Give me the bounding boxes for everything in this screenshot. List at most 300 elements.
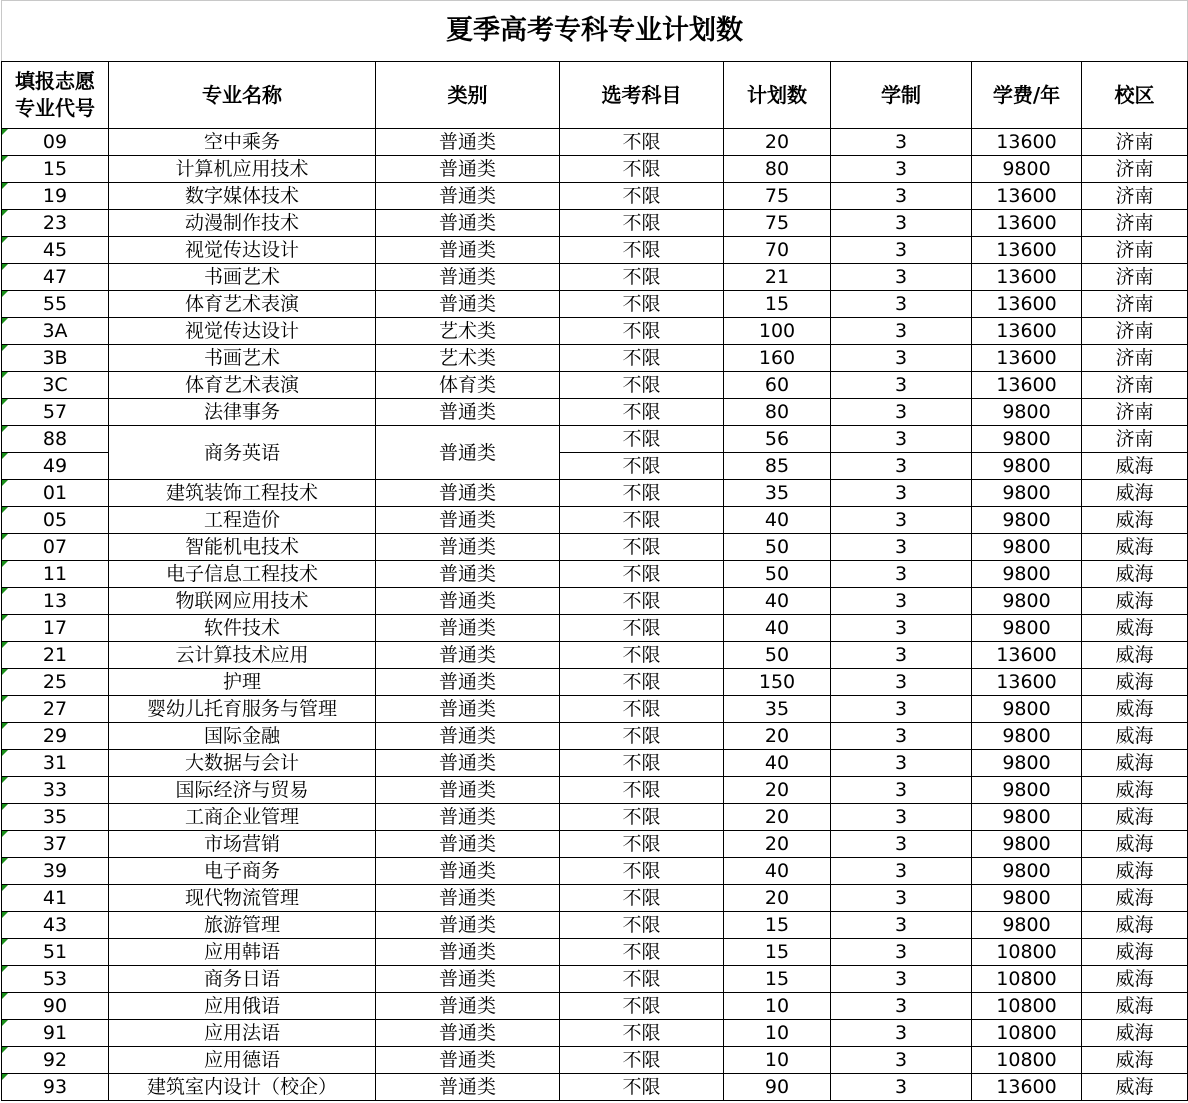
cell-campus[interactable]: 威海: [1082, 858, 1188, 885]
cell-name[interactable]: 法律事务: [109, 399, 376, 426]
cell-plan[interactable]: 40: [724, 858, 831, 885]
cell-code[interactable]: 92: [2, 1047, 109, 1074]
cell-plan[interactable]: 35: [724, 696, 831, 723]
cell-code[interactable]: 11: [2, 561, 109, 588]
cell-years[interactable]: 3: [831, 129, 972, 156]
cell-plan[interactable]: 70: [724, 237, 831, 264]
cell-fee[interactable]: 9800: [972, 696, 1082, 723]
cell-years[interactable]: 3: [831, 372, 972, 399]
enrollment-plan-table: [1, 0, 1188, 1101]
header-plan[interactable]: 计划数: [724, 62, 831, 129]
cell-code[interactable]: 55: [2, 291, 109, 318]
cell-years[interactable]: 3: [831, 696, 972, 723]
cell-fee[interactable]: 13600: [972, 642, 1082, 669]
cell-plan[interactable]: 10: [724, 993, 831, 1020]
cell-years[interactable]: 3: [831, 750, 972, 777]
cell-fee[interactable]: 13600: [972, 372, 1082, 399]
cell-years[interactable]: 3: [831, 912, 972, 939]
cell-subjects[interactable]: 不限: [560, 264, 724, 291]
cell-plan[interactable]: 20: [724, 129, 831, 156]
cell-name[interactable]: 商务日语: [109, 966, 376, 993]
cell-name[interactable]: 书画艺术: [109, 345, 376, 372]
cell-category[interactable]: 普通类: [376, 939, 560, 966]
cell-years[interactable]: 3: [831, 507, 972, 534]
header-category[interactable]: 类别: [376, 62, 560, 129]
cell-code[interactable]: 39: [2, 858, 109, 885]
cell-years[interactable]: 3: [831, 669, 972, 696]
cell-name[interactable]: 婴幼儿托育服务与管理: [109, 696, 376, 723]
cell-name[interactable]: 智能机电技术: [109, 534, 376, 561]
cell-plan[interactable]: 20: [724, 723, 831, 750]
cell-fee[interactable]: 9800: [972, 858, 1082, 885]
cell-subjects[interactable]: 不限: [560, 453, 724, 480]
cell-code[interactable]: 3B: [2, 345, 109, 372]
cell-fee[interactable]: 13600: [972, 291, 1082, 318]
cell-plan[interactable]: 90: [724, 1074, 831, 1101]
cell-campus[interactable]: 济南: [1082, 399, 1188, 426]
cell-campus[interactable]: 威海: [1082, 723, 1188, 750]
cell-code[interactable]: 17: [2, 615, 109, 642]
cell-campus[interactable]: 威海: [1082, 831, 1188, 858]
cell-name[interactable]: 体育艺术表演: [109, 372, 376, 399]
cell-category[interactable]: 普通类: [376, 966, 560, 993]
cell-plan[interactable]: 50: [724, 561, 831, 588]
cell-campus[interactable]: 济南: [1082, 372, 1188, 399]
cell-plan[interactable]: 40: [724, 750, 831, 777]
cell-plan[interactable]: 85: [724, 453, 831, 480]
cell-category[interactable]: 普通类: [376, 723, 560, 750]
cell-category[interactable]: 普通类: [376, 237, 560, 264]
cell-category[interactable]: 普通类: [376, 993, 560, 1020]
cell-subjects[interactable]: 不限: [560, 291, 724, 318]
cell-code[interactable]: 45: [2, 237, 109, 264]
cell-subjects[interactable]: 不限: [560, 1074, 724, 1101]
cell-code[interactable]: 93: [2, 1074, 109, 1101]
cell-years[interactable]: 3: [831, 885, 972, 912]
cell-fee[interactable]: 9800: [972, 588, 1082, 615]
cell-campus[interactable]: 济南: [1082, 426, 1188, 453]
cell-campus[interactable]: 威海: [1082, 804, 1188, 831]
cell-campus[interactable]: 济南: [1082, 129, 1188, 156]
cell-fee[interactable]: 9800: [972, 723, 1082, 750]
cell-fee[interactable]: 13600: [972, 1074, 1082, 1101]
cell-code[interactable]: 29: [2, 723, 109, 750]
cell-name[interactable]: 数字媒体技术: [109, 183, 376, 210]
cell-plan[interactable]: 15: [724, 291, 831, 318]
cell-plan[interactable]: 50: [724, 534, 831, 561]
cell-fee[interactable]: 10800: [972, 993, 1082, 1020]
cell-name[interactable]: 电子商务: [109, 858, 376, 885]
cell-name[interactable]: 国际金融: [109, 723, 376, 750]
cell-subjects[interactable]: 不限: [560, 156, 724, 183]
cell-fee[interactable]: 9800: [972, 615, 1082, 642]
cell-years[interactable]: 3: [831, 345, 972, 372]
cell-name[interactable]: 视觉传达设计: [109, 237, 376, 264]
cell-fee[interactable]: 13600: [972, 669, 1082, 696]
cell-campus[interactable]: 威海: [1082, 507, 1188, 534]
cell-name[interactable]: 工程造价: [109, 507, 376, 534]
cell-subjects[interactable]: 不限: [560, 966, 724, 993]
cell-fee[interactable]: 9800: [972, 912, 1082, 939]
cell-subjects[interactable]: 不限: [560, 480, 724, 507]
cell-name[interactable]: 工商企业管理: [109, 804, 376, 831]
cell-subjects[interactable]: 不限: [560, 345, 724, 372]
cell-category[interactable]: 普通类: [376, 129, 560, 156]
cell-years[interactable]: 3: [831, 561, 972, 588]
cell-name[interactable]: 应用法语: [109, 1020, 376, 1047]
cell-campus[interactable]: 济南: [1082, 210, 1188, 237]
cell-subjects[interactable]: 不限: [560, 669, 724, 696]
cell-plan[interactable]: 35: [724, 480, 831, 507]
cell-plan[interactable]: 20: [724, 777, 831, 804]
cell-fee[interactable]: 10800: [972, 966, 1082, 993]
cell-campus[interactable]: 威海: [1082, 1074, 1188, 1101]
cell-code[interactable]: 43: [2, 912, 109, 939]
cell-plan[interactable]: 15: [724, 939, 831, 966]
cell-name[interactable]: 市场营销: [109, 831, 376, 858]
cell-code[interactable]: 21: [2, 642, 109, 669]
cell-code[interactable]: 3C: [2, 372, 109, 399]
cell-subjects[interactable]: 不限: [560, 534, 724, 561]
cell-code[interactable]: 35: [2, 804, 109, 831]
cell-category[interactable]: 普通类: [376, 858, 560, 885]
cell-code[interactable]: 53: [2, 966, 109, 993]
cell-category[interactable]: 普通类: [376, 615, 560, 642]
cell-code[interactable]: 41: [2, 885, 109, 912]
cell-plan[interactable]: 40: [724, 615, 831, 642]
cell-plan[interactable]: 80: [724, 399, 831, 426]
table-row: [2, 966, 1188, 993]
cell-fee[interactable]: 13600: [972, 183, 1082, 210]
cell-code[interactable]: 27: [2, 696, 109, 723]
cell-campus[interactable]: 威海: [1082, 966, 1188, 993]
cell-years[interactable]: 3: [831, 399, 972, 426]
cell-subjects[interactable]: 不限: [560, 858, 724, 885]
header-campus[interactable]: 校区: [1082, 62, 1188, 129]
cell-campus[interactable]: 威海: [1082, 939, 1188, 966]
cell-plan[interactable]: 15: [724, 966, 831, 993]
cell-campus[interactable]: 威海: [1082, 588, 1188, 615]
cell-category[interactable]: 普通类: [376, 1020, 560, 1047]
cell-plan[interactable]: 160: [724, 345, 831, 372]
cell-fee[interactable]: 13600: [972, 129, 1082, 156]
cell-subjects[interactable]: 不限: [560, 1020, 724, 1047]
cell-category[interactable]: 普通类: [376, 183, 560, 210]
cell-fee[interactable]: 13600: [972, 318, 1082, 345]
cell-name[interactable]: 计算机应用技术: [109, 156, 376, 183]
cell-name[interactable]: 物联网应用技术: [109, 588, 376, 615]
cell-fee[interactable]: 13600: [972, 264, 1082, 291]
cell-code[interactable]: 07: [2, 534, 109, 561]
cell-subjects[interactable]: 不限: [560, 399, 724, 426]
cell-campus[interactable]: 济南: [1082, 156, 1188, 183]
cell-campus[interactable]: 威海: [1082, 750, 1188, 777]
cell-name[interactable]: 动漫制作技术: [109, 210, 376, 237]
cell-years[interactable]: 3: [831, 480, 972, 507]
cell-plan[interactable]: 100: [724, 318, 831, 345]
cell-years[interactable]: 3: [831, 615, 972, 642]
cell-campus[interactable]: 济南: [1082, 345, 1188, 372]
cell-fee[interactable]: 13600: [972, 237, 1082, 264]
cell-subjects[interactable]: 不限: [560, 372, 724, 399]
cell-category[interactable]: 普通类: [376, 480, 560, 507]
cell-code[interactable]: 90: [2, 993, 109, 1020]
cell-campus[interactable]: 威海: [1082, 453, 1188, 480]
cell-category[interactable]: 普通类: [376, 291, 560, 318]
cell-plan[interactable]: 150: [724, 669, 831, 696]
cell-fee[interactable]: 9800: [972, 480, 1082, 507]
table-row: [2, 1074, 1188, 1101]
cell-plan[interactable]: 20: [724, 831, 831, 858]
cell-category[interactable]: 普通类: [376, 885, 560, 912]
cell-fee[interactable]: 9800: [972, 156, 1082, 183]
cell-years[interactable]: 3: [831, 156, 972, 183]
cell-code[interactable]: 19: [2, 183, 109, 210]
cell-fee[interactable]: 13600: [972, 345, 1082, 372]
cell-name[interactable]: 空中乘务: [109, 129, 376, 156]
cell-fee[interactable]: 9800: [972, 777, 1082, 804]
cell-category[interactable]: 普通类: [376, 426, 560, 480]
cell-category[interactable]: 普通类: [376, 831, 560, 858]
cell-plan[interactable]: 21: [724, 264, 831, 291]
cell-years[interactable]: 3: [831, 1074, 972, 1101]
header-years[interactable]: 学制: [831, 62, 972, 129]
cell-campus[interactable]: 威海: [1082, 669, 1188, 696]
cell-years[interactable]: 3: [831, 993, 972, 1020]
cell-campus[interactable]: 济南: [1082, 237, 1188, 264]
cell-years[interactable]: 3: [831, 804, 972, 831]
cell-code[interactable]: 05: [2, 507, 109, 534]
cell-years[interactable]: 3: [831, 831, 972, 858]
cell-subjects[interactable]: 不限: [560, 129, 724, 156]
cell-subjects[interactable]: 不限: [560, 885, 724, 912]
cell-campus[interactable]: 济南: [1082, 291, 1188, 318]
cell-years[interactable]: 3: [831, 939, 972, 966]
cell-subjects[interactable]: 不限: [560, 750, 724, 777]
cell-years[interactable]: 3: [831, 534, 972, 561]
cell-code[interactable]: 3A: [2, 318, 109, 345]
cell-plan[interactable]: 56: [724, 426, 831, 453]
cell-campus[interactable]: 威海: [1082, 534, 1188, 561]
cell-subjects[interactable]: 不限: [560, 642, 724, 669]
cell-fee[interactable]: 10800: [972, 1020, 1082, 1047]
cell-fee[interactable]: 10800: [972, 1047, 1082, 1074]
cell-years[interactable]: 3: [831, 858, 972, 885]
cell-campus[interactable]: 威海: [1082, 1020, 1188, 1047]
cell-category[interactable]: 普通类: [376, 777, 560, 804]
cell-name[interactable]: 电子信息工程技术: [109, 561, 376, 588]
cell-fee[interactable]: 9800: [972, 426, 1082, 453]
cell-name[interactable]: 视觉传达设计: [109, 318, 376, 345]
cell-category[interactable]: 艺术类: [376, 345, 560, 372]
cell-category[interactable]: 普通类: [376, 804, 560, 831]
cell-code[interactable]: 13: [2, 588, 109, 615]
cell-plan[interactable]: 20: [724, 804, 831, 831]
cell-years[interactable]: 3: [831, 210, 972, 237]
cell-plan[interactable]: 10: [724, 1020, 831, 1047]
cell-years[interactable]: 3: [831, 237, 972, 264]
cell-name[interactable]: 云计算技术应用: [109, 642, 376, 669]
cell-name[interactable]: 大数据与会计: [109, 750, 376, 777]
cell-subjects[interactable]: 不限: [560, 615, 724, 642]
cell-fee[interactable]: 9800: [972, 561, 1082, 588]
cell-category[interactable]: 普通类: [376, 912, 560, 939]
cell-code[interactable]: 31: [2, 750, 109, 777]
cell-subjects[interactable]: 不限: [560, 1047, 724, 1074]
cell-years[interactable]: 3: [831, 642, 972, 669]
cell-code[interactable]: 25: [2, 669, 109, 696]
cell-name[interactable]: 软件技术: [109, 615, 376, 642]
cell-code[interactable]: 51: [2, 939, 109, 966]
cell-category[interactable]: 艺术类: [376, 318, 560, 345]
header-name[interactable]: 专业名称: [109, 62, 376, 129]
cell-subjects[interactable]: 不限: [560, 237, 724, 264]
cell-name[interactable]: 现代物流管理: [109, 885, 376, 912]
cell-fee[interactable]: 9800: [972, 885, 1082, 912]
cell-category[interactable]: 普通类: [376, 561, 560, 588]
cell-plan[interactable]: 10: [724, 1047, 831, 1074]
cell-subjects[interactable]: 不限: [560, 912, 724, 939]
cell-category[interactable]: 普通类: [376, 210, 560, 237]
table-row: [2, 264, 1188, 291]
cell-code[interactable]: 01: [2, 480, 109, 507]
cell-name[interactable]: 商务英语: [109, 426, 376, 480]
cell-name[interactable]: 国际经济与贸易: [109, 777, 376, 804]
cell-fee[interactable]: 9800: [972, 804, 1082, 831]
cell-plan[interactable]: 75: [724, 210, 831, 237]
cell-years[interactable]: 3: [831, 318, 972, 345]
cell-code[interactable]: 49: [2, 453, 109, 480]
cell-subjects[interactable]: 不限: [560, 939, 724, 966]
cell-code[interactable]: 15: [2, 156, 109, 183]
cell-name[interactable]: 护理: [109, 669, 376, 696]
cell-plan[interactable]: 20: [724, 885, 831, 912]
cell-campus[interactable]: 威海: [1082, 615, 1188, 642]
cell-plan[interactable]: 75: [724, 183, 831, 210]
cell-fee[interactable]: 9800: [972, 750, 1082, 777]
cell-years[interactable]: 3: [831, 426, 972, 453]
cell-subjects[interactable]: 不限: [560, 777, 724, 804]
cell-subjects[interactable]: 不限: [560, 588, 724, 615]
header-subjects[interactable]: 选考科目: [560, 62, 724, 129]
cell-category[interactable]: 普通类: [376, 156, 560, 183]
cell-code[interactable]: 23: [2, 210, 109, 237]
cell-name[interactable]: 旅游管理: [109, 912, 376, 939]
cell-years[interactable]: 3: [831, 453, 972, 480]
cell-years[interactable]: 3: [831, 1020, 972, 1047]
cell-fee[interactable]: 9800: [972, 453, 1082, 480]
cell-subjects[interactable]: 不限: [560, 318, 724, 345]
cell-code[interactable]: 37: [2, 831, 109, 858]
cell-code[interactable]: 57: [2, 399, 109, 426]
cell-campus[interactable]: 威海: [1082, 777, 1188, 804]
cell-code[interactable]: 33: [2, 777, 109, 804]
cell-fee[interactable]: 10800: [972, 939, 1082, 966]
cell-code[interactable]: 47: [2, 264, 109, 291]
cell-subjects[interactable]: 不限: [560, 696, 724, 723]
cell-fee[interactable]: 9800: [972, 399, 1082, 426]
cell-plan[interactable]: 40: [724, 588, 831, 615]
cell-category[interactable]: 普通类: [376, 1074, 560, 1101]
cell-subjects[interactable]: 不限: [560, 804, 724, 831]
cell-name[interactable]: 应用韩语: [109, 939, 376, 966]
cell-years[interactable]: 3: [831, 966, 972, 993]
cell-category[interactable]: 普通类: [376, 1047, 560, 1074]
cell-campus[interactable]: 威海: [1082, 561, 1188, 588]
cell-campus[interactable]: 济南: [1082, 183, 1188, 210]
cell-subjects[interactable]: 不限: [560, 507, 724, 534]
header-code[interactable]: [2, 62, 109, 129]
cell-category[interactable]: 普通类: [376, 399, 560, 426]
cell-code[interactable]: 88: [2, 426, 109, 453]
cell-campus[interactable]: 济南: [1082, 264, 1188, 291]
cell-plan[interactable]: 15: [724, 912, 831, 939]
cell-years[interactable]: 3: [831, 183, 972, 210]
cell-campus[interactable]: 威海: [1082, 642, 1188, 669]
cell-subjects[interactable]: 不限: [560, 993, 724, 1020]
cell-subjects[interactable]: 不限: [560, 426, 724, 453]
cell-category[interactable]: 普通类: [376, 696, 560, 723]
cell-campus[interactable]: 威海: [1082, 696, 1188, 723]
cell-subjects[interactable]: 不限: [560, 561, 724, 588]
cell-fee[interactable]: 9800: [972, 534, 1082, 561]
cell-name[interactable]: 书画艺术: [109, 264, 376, 291]
cell-years[interactable]: 3: [831, 291, 972, 318]
cell-fee[interactable]: 9800: [972, 507, 1082, 534]
cell-subjects[interactable]: 不限: [560, 831, 724, 858]
cell-plan[interactable]: 60: [724, 372, 831, 399]
cell-campus[interactable]: 威海: [1082, 1047, 1188, 1074]
cell-category[interactable]: 普通类: [376, 750, 560, 777]
cell-name[interactable]: 应用德语: [109, 1047, 376, 1074]
cell-plan[interactable]: 50: [724, 642, 831, 669]
cell-category[interactable]: 普通类: [376, 534, 560, 561]
cell-fee[interactable]: 9800: [972, 831, 1082, 858]
cell-campus[interactable]: 威海: [1082, 480, 1188, 507]
cell-years[interactable]: 3: [831, 1047, 972, 1074]
cell-name[interactable]: 建筑室内设计（校企）: [109, 1074, 376, 1101]
table-row: [2, 507, 1188, 534]
cell-plan[interactable]: 40: [724, 507, 831, 534]
cell-name[interactable]: 建筑装饰工程技术: [109, 480, 376, 507]
cell-category[interactable]: 普通类: [376, 669, 560, 696]
cell-years[interactable]: 3: [831, 723, 972, 750]
cell-category[interactable]: 普通类: [376, 588, 560, 615]
cell-category[interactable]: 普通类: [376, 264, 560, 291]
cell-category[interactable]: 普通类: [376, 642, 560, 669]
cell-category[interactable]: 体育类: [376, 372, 560, 399]
cell-years[interactable]: 3: [831, 588, 972, 615]
cell-years[interactable]: 3: [831, 777, 972, 804]
cell-fee[interactable]: 13600: [972, 210, 1082, 237]
cell-campus[interactable]: 威海: [1082, 993, 1188, 1020]
cell-code[interactable]: 91: [2, 1020, 109, 1047]
cell-name[interactable]: 应用俄语: [109, 993, 376, 1020]
cell-campus[interactable]: 济南: [1082, 318, 1188, 345]
cell-category[interactable]: 普通类: [376, 507, 560, 534]
cell-subjects[interactable]: 不限: [560, 183, 724, 210]
cell-code[interactable]: 09: [2, 129, 109, 156]
cell-campus[interactable]: 威海: [1082, 885, 1188, 912]
cell-subjects[interactable]: 不限: [560, 723, 724, 750]
cell-years[interactable]: 3: [831, 264, 972, 291]
cell-name[interactable]: 体育艺术表演: [109, 291, 376, 318]
cell-subjects[interactable]: 不限: [560, 210, 724, 237]
table-row: [2, 669, 1188, 696]
cell-campus[interactable]: 威海: [1082, 912, 1188, 939]
header-fee[interactable]: 学费/年: [972, 62, 1082, 129]
cell-plan[interactable]: 80: [724, 156, 831, 183]
